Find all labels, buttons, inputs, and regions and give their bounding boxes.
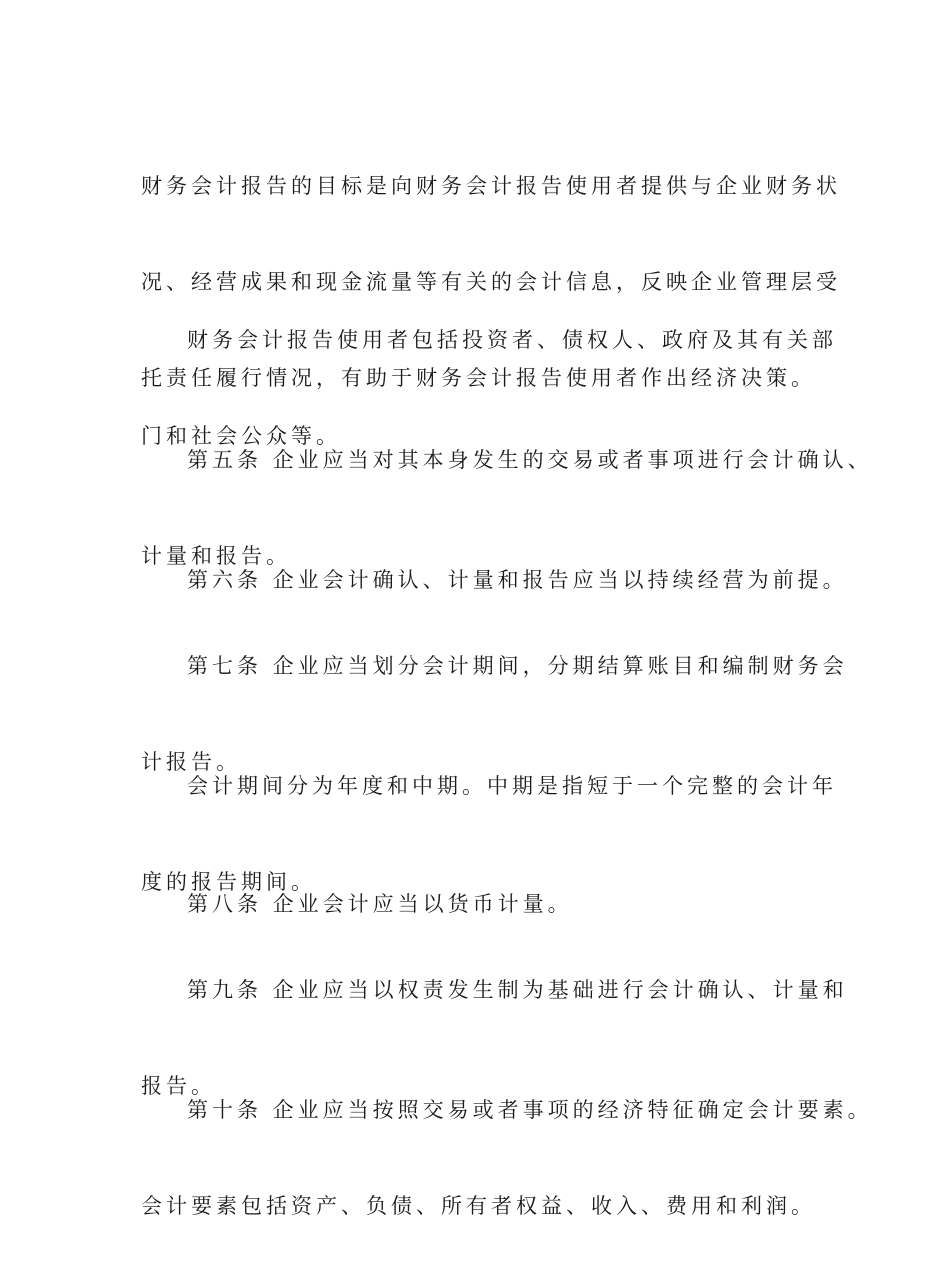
text-line: 度的报告期间。 — [141, 870, 316, 894]
text-line: 财务会计报告的目标是向财务会计报告使用者提供与企业财务状 — [141, 174, 841, 198]
text-line: 会计期间分为年度和中期。中期是指短于一个完整的会计年 — [187, 774, 837, 798]
text-line: 门和社会公众等。 — [141, 424, 341, 448]
text-line: 第八条 企业会计应当以货币计量。 — [187, 892, 573, 916]
text-line: 计报告。 — [141, 750, 241, 774]
text-line: 财务会计报告使用者包括投资者、债权人、政府及其有关部 — [187, 328, 837, 352]
text-line: 计量和报告。 — [141, 544, 291, 568]
text-line: 况、经营成果和现金流量等有关的会计信息，反映企业管理层受 — [141, 270, 841, 294]
paragraph-article-10 — [141, 1030, 873, 1286]
text-line: 第七条 企业应当划分会计期间，分期结算账目和编制财务会 — [187, 654, 848, 678]
text-line: 第九条 企业应当以权责发生制为基础进行会计确认、计量和 — [187, 978, 848, 1002]
text-line: 托责任履行情况，有助于财务会计报告使用者作出经济决策。 — [141, 366, 816, 390]
text-line: 第五条 企业应当对其本身发生的交易或者事项进行会计确认、 — [187, 448, 873, 472]
text-line: 第十条 企业应当按照交易或者事项的经济特征确定会计要素。 — [187, 1098, 873, 1122]
text-line: 报告。 — [141, 1074, 216, 1098]
text-line: 会计要素包括资产、负债、所有者权益、收入、费用和利润。 — [141, 1194, 816, 1218]
text-line: 第六条 企业会计确认、计量和报告应当以持续经营为前提。 — [187, 568, 848, 592]
